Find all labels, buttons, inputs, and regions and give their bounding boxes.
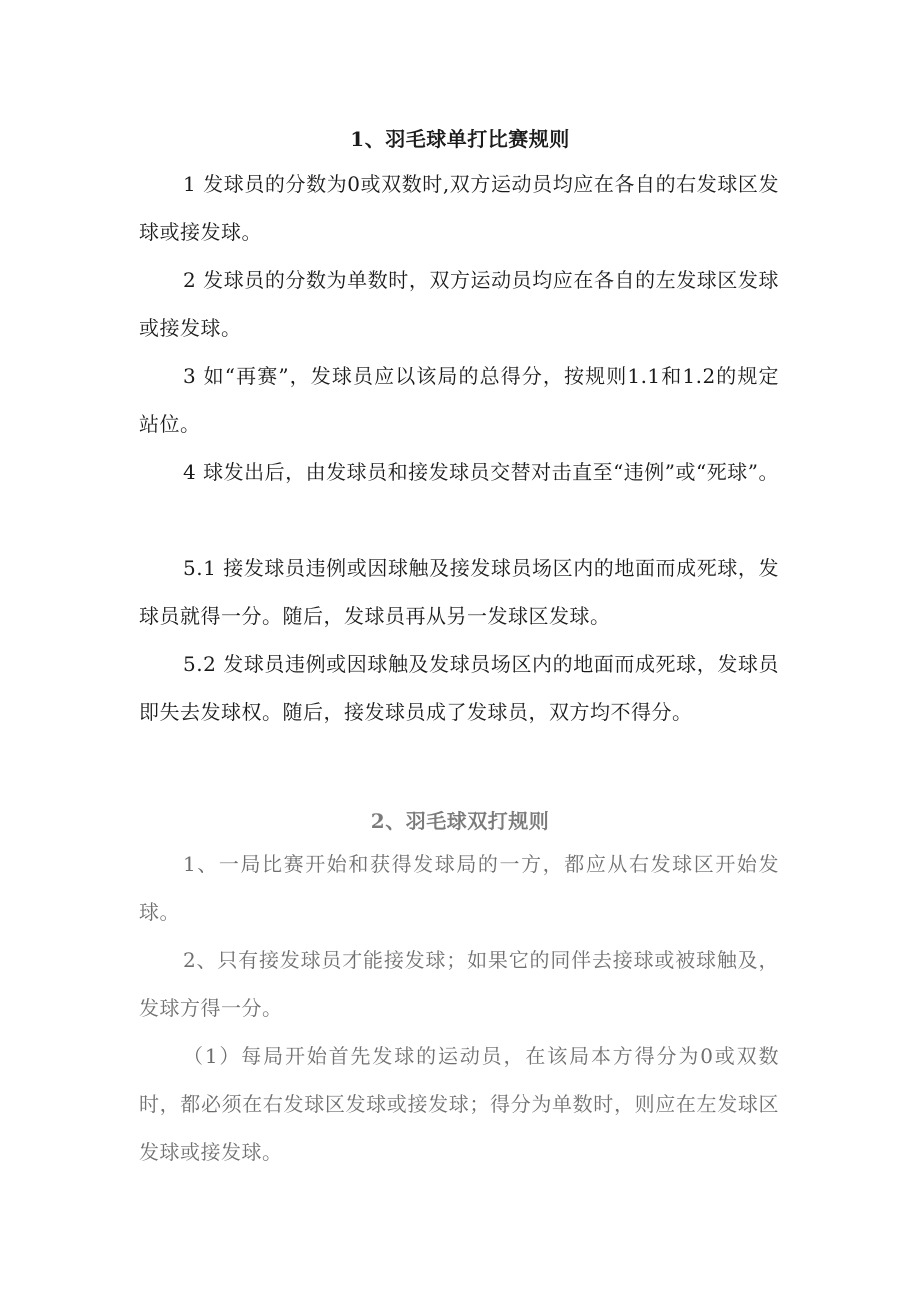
- section1-paragraph-4: 4 球发出后，由发球员和接发球员交替对击直至“违例”或“死球”。: [183, 460, 779, 484]
- section2-title: 2、羽毛球双打规则: [370, 809, 550, 833]
- section1-paragraph-1: 1 发球员的分数为0或双数时,双方运动员均应在各自的右发球区发球或接发球。: [139, 172, 779, 244]
- section2-paragraph-3: （1）每局开始首先发球的运动员，在该局本方得分为0或双数时，都必须在右发球区发球或接发球；得分为单数时，则应在左发球区发球或接发球。: [139, 1044, 779, 1164]
- section1-paragraph-5-1: 5.1 接发球员违例或因球触及接发球员场区内的地面而成死球，发球员就得一分。随后，发球员再从另一发球区发球。: [139, 556, 779, 628]
- section1-paragraph-2: 2 发球员的分数为单数时，双方运动员均应在各自的左发球区发球或接发球。: [139, 268, 779, 340]
- section1-paragraph-3: 3 如“再赛”，发球员应以该局的总得分，按规则1.1和1.2的规定站位。: [139, 364, 779, 436]
- section1-title: 1、羽毛球单打比赛规则: [350, 127, 570, 151]
- section2-paragraph-2: 2、只有接发球员才能接发球；如果它的同伴去接球或被球触及，发球方得一分。: [139, 948, 779, 1020]
- section1-paragraph-5-2: 5.2 发球员违例或因球触及发球员场区内的地面而成死球，发球员即失去发球权。随后，接发球员成了发球员，双方均不得分。: [139, 652, 779, 724]
- section2-paragraph-1: 1、一局比赛开始和获得发球局的一方，都应从右发球区开始发球。: [139, 852, 779, 924]
